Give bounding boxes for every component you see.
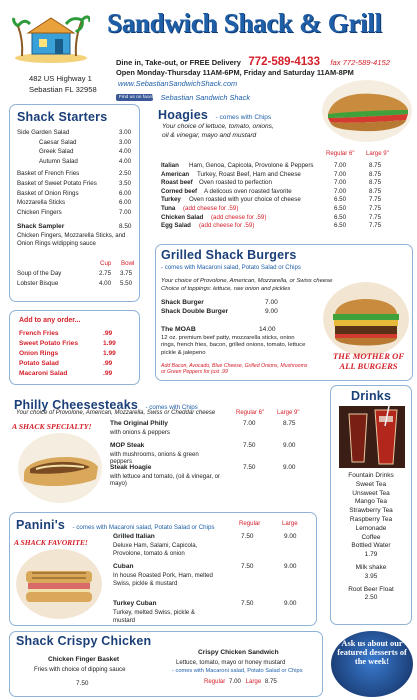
cheesesteak-desc: with onions & peppers xyxy=(110,429,170,436)
list-item xyxy=(161,214,411,222)
hours-line: Open Monday-Thursday 11AM-6PM, Friday and Saturday 11AM-8PM xyxy=(116,68,354,77)
moab-name: The MOAB xyxy=(161,326,196,333)
burger-name: Shack Burger xyxy=(161,299,204,306)
drink-name: Unsweet Tea xyxy=(352,489,390,497)
drink-name: Milk shake xyxy=(355,564,387,571)
hoagies-regular-label: Regular 6" xyxy=(326,150,355,157)
list-item xyxy=(161,308,316,316)
hoagies-title: Hoagies xyxy=(158,108,209,122)
panini-icon xyxy=(16,549,102,619)
basket-name: Chicken Finger Basket xyxy=(48,656,120,663)
hoagie-sandwich-icon xyxy=(322,80,412,142)
item-price: 3.50 xyxy=(119,180,132,187)
list-item xyxy=(113,563,313,591)
list-item xyxy=(19,330,129,338)
hoagies-subtitle: - comes with Chips xyxy=(215,114,272,121)
panini-name: Grilled Italian xyxy=(113,533,155,540)
item-price: 3.00 xyxy=(119,138,132,146)
burger-price: 9.00 xyxy=(265,308,278,315)
item-name: Side Garden Salad xyxy=(17,129,70,136)
list-item xyxy=(113,600,313,628)
cheesesteak-regular-price: 7.50 xyxy=(243,464,256,471)
list-item xyxy=(17,139,137,147)
hoagie-desc: Oven roasted to perfection xyxy=(199,179,272,187)
burger-price: 7.00 xyxy=(265,299,278,306)
sampler-price: 8.50 xyxy=(119,223,132,230)
hoagie-regular-price: 7.00 xyxy=(334,162,347,169)
burgers-addons-note: Add Bacon, Avocado, Blue Cheese, Grilled Onions, Mushrooms or Green Peppers for just .99 xyxy=(161,363,308,376)
panini-name: Cuban xyxy=(113,563,134,570)
burgers-desc-2: Choice of toppings: lettuce, raw onion and pickles xyxy=(161,286,291,292)
addons-title: Add to any order... xyxy=(19,317,81,324)
cheesesteak-name: The Original Philly xyxy=(110,420,168,427)
cheesesteaks-regular-label: Regular 6" xyxy=(236,410,265,416)
item-name: Chicken Fingers xyxy=(17,208,62,216)
addon-name: Onion Rings xyxy=(19,350,59,357)
service-text: Dine in, Take-out, or FREE Delivery xyxy=(116,58,241,67)
moab-desc: 12 oz. premium beef patty, mozzarella sticks, onion rings, french fries, bacon, grilled onions, tomato, lettuce pickle & jalepeno xyxy=(161,335,306,356)
address-line-1: 482 US Highway 1 xyxy=(29,74,92,83)
addons-section xyxy=(9,310,140,385)
burger-photo xyxy=(323,282,409,356)
drink-price: 2.50 xyxy=(364,594,378,602)
drink-price: 3.95 xyxy=(364,572,378,580)
list-item xyxy=(17,199,137,207)
basket-price: 7.50 xyxy=(76,680,89,687)
hoagie-name: Egg Salad xyxy=(161,222,191,230)
drink-name: Mango Tea xyxy=(354,498,388,506)
dessert-badge xyxy=(331,631,413,697)
drink-name: Sweet Tea xyxy=(355,480,387,488)
chicken-large-label: Large xyxy=(245,678,262,685)
item-name: Mozzarella Sticks xyxy=(17,199,66,207)
burger-icon xyxy=(323,282,409,356)
cheesesteak-icon xyxy=(18,433,102,503)
chicken-large-price: 8.75 xyxy=(264,678,277,685)
bowl-label: Bowl xyxy=(121,260,135,267)
addon-name: Potato Salad xyxy=(19,360,59,367)
hoagie-name: Corned beef xyxy=(161,187,198,195)
soup-cup-price: 2.75 xyxy=(99,270,112,277)
hoagie-regular-price: 6.50 xyxy=(334,213,347,221)
starters-list xyxy=(17,129,137,329)
cheesesteaks-title: Philly Cheesesteaks xyxy=(14,398,139,412)
hoagie-desc: Turkey, Roast Beef, Ham and Cheese xyxy=(197,170,301,178)
list-item xyxy=(110,464,310,488)
website-link[interactable]: www.SebastianSandwichShack.com xyxy=(118,79,238,88)
logo xyxy=(12,12,90,64)
panini-badge: A SHACK FAVORITE! xyxy=(14,538,88,547)
hoagie-large-price: 7.75 xyxy=(369,196,382,204)
list-item xyxy=(19,350,129,358)
panini-regular-price: 7.50 xyxy=(241,533,254,540)
list-item xyxy=(19,340,129,348)
address-line-2: Sebastian FL 32958 xyxy=(29,85,97,94)
list-item xyxy=(17,280,137,288)
cheesesteak-large-price: 8.75 xyxy=(283,420,296,427)
chicken-section xyxy=(9,631,323,697)
hoagie-name: Italian xyxy=(161,162,179,169)
sampler-desc: Chicken Fingers, Mozzarella Sticks, and Onion Rings w/dipping sauce xyxy=(17,232,126,247)
hoagie-large-price: 8.75 xyxy=(369,170,382,178)
soup-bowl-price: 5.50 xyxy=(120,280,133,287)
list-item xyxy=(17,158,137,166)
fax-number: fax 772-589-4152 xyxy=(330,58,390,67)
hoagie-name: Roast beef xyxy=(161,179,193,187)
hoagie-desc: (add cheese for .59) xyxy=(199,222,255,230)
hoagie-photo xyxy=(322,80,412,142)
list-item xyxy=(17,270,137,278)
cup-label: Cup xyxy=(100,260,112,267)
hoagie-name: Chicken Salad xyxy=(161,213,204,221)
list-item xyxy=(161,299,316,307)
moab-badge: THE MOTHER OF ALL BURGERS xyxy=(332,351,405,371)
hoagie-regular-price: 6.50 xyxy=(334,205,347,212)
drink-price: 1.79 xyxy=(364,551,378,559)
chicken-regular-label: Regular xyxy=(204,678,226,685)
hoagie-regular-price: 6.50 xyxy=(334,196,347,204)
list-item xyxy=(161,222,411,230)
list-item xyxy=(110,442,310,466)
drinks-photo xyxy=(339,406,405,468)
hoagie-desc: Ham, Genoa, Capicola, Provolone & Peppers xyxy=(189,162,314,169)
hoagie-desc: Oven roasted with your choice of cheese xyxy=(189,196,301,204)
moab-price: 14.00 xyxy=(259,326,276,333)
facebook-name[interactable]: Sebastian Sandwich Shack xyxy=(160,93,251,103)
panini-desc: In house Roasted Pork, Ham, melted Swiss, pickle & mustard xyxy=(113,572,213,587)
item-price: 2.50 xyxy=(119,170,132,178)
panini-regular-price: 7.50 xyxy=(241,563,254,570)
hoagie-large-price: 8.75 xyxy=(369,162,382,169)
addon-name: Macaroni Salad xyxy=(19,370,68,377)
hoagies-large-label: Large 9" xyxy=(366,150,389,157)
panini-regular-price: 7.50 xyxy=(241,600,254,607)
starters-section xyxy=(9,104,140,302)
addon-price: .99 xyxy=(103,330,113,337)
hoagie-name: American xyxy=(161,170,190,178)
hoagie-large-price: 7.75 xyxy=(369,213,382,221)
hoagie-regular-price: 6.50 xyxy=(334,222,347,230)
cheesesteaks-large-label: Large 9" xyxy=(277,410,300,416)
panini-desc: Deluxe Ham, Salami, Capicola, Provolone, tomato & onion xyxy=(113,542,198,557)
soup-name: Soup of the Day xyxy=(17,270,62,277)
soup-cup-price: 4.00 xyxy=(99,280,112,287)
list-item xyxy=(161,205,411,213)
hoagie-regular-price: 7.00 xyxy=(334,179,347,187)
addon-price: 1.99 xyxy=(103,340,116,347)
item-name: Basket of Onion Rings xyxy=(17,189,79,197)
list-item xyxy=(17,209,137,217)
addon-name: Sweet Potato Fries xyxy=(19,340,78,347)
paninis-regular-label: Regular xyxy=(239,520,261,527)
panini-large-price: 9.00 xyxy=(284,563,297,570)
item-name: Basket of French Fries xyxy=(17,170,80,178)
cheesesteak-name: MOP Steak xyxy=(110,442,145,449)
chicken-title: Shack Crispy Chicken xyxy=(16,634,152,648)
list-item xyxy=(17,129,137,137)
drink-name: Root Beer Float xyxy=(348,585,394,593)
cheesesteaks-subtitle: - comes with Chips xyxy=(145,404,198,411)
drink-name: Bottled Water xyxy=(351,542,391,550)
hoagie-large-price: 8.75 xyxy=(369,187,382,195)
cheesesteak-desc: with mushrooms, onions & green peppers xyxy=(110,451,199,466)
item-price: 6.00 xyxy=(119,199,132,207)
hoagie-large-price: 8.75 xyxy=(369,179,382,187)
panini-large-price: 9.00 xyxy=(284,600,297,607)
soup-bowl-price: 3.75 xyxy=(120,270,133,277)
hoagie-desc: (add cheese for .59) xyxy=(211,213,267,221)
list-item xyxy=(161,179,411,187)
facebook-icon[interactable]: Find us on facebook xyxy=(116,94,153,101)
list-item xyxy=(113,533,313,561)
shack-logo-icon xyxy=(12,12,90,64)
hoagie-desc: A delicous oven roasted favorite xyxy=(204,187,292,195)
drinks-section xyxy=(330,385,412,625)
cheesesteak-photo xyxy=(18,433,102,503)
cheesesteak-desc: with lettuce and tomato, (oil & vinegar, or mayo) xyxy=(110,473,221,488)
page-title: Sandwich Shack & Grill xyxy=(107,8,382,38)
list-item xyxy=(17,148,137,156)
paninis-subtitle: - comes with Macaroni salad, Potato Salad or Chips xyxy=(72,524,215,531)
panini-large-price: 9.00 xyxy=(284,533,297,540)
list-item xyxy=(19,370,129,378)
burgers-desc-1: Your choice of Provolone, American, Mozzarella, or Swiss cheese xyxy=(161,278,333,284)
phone-number[interactable]: 772-589-4133 xyxy=(248,56,320,68)
list-item xyxy=(161,196,411,204)
list-item xyxy=(161,171,411,179)
chicken-regular-price: 7.00 xyxy=(229,678,241,685)
cheesesteak-large-price: 9.00 xyxy=(283,464,296,471)
list-item xyxy=(161,188,411,196)
cheesesteak-name: Steak Hoagie xyxy=(110,464,152,471)
panini-photo xyxy=(16,549,102,619)
soup-name: Lobster Bisque xyxy=(17,280,59,287)
paninis-title: Panini's xyxy=(16,518,66,532)
item-price: 7.00 xyxy=(119,208,132,216)
burgers-title: Grilled Shack Burgers xyxy=(161,248,297,262)
hoagies-desc-1: Your choice of lettuce, tomato, onions, xyxy=(162,123,274,130)
drink-name: Coffee xyxy=(361,533,381,541)
item-name: Autumn Salad xyxy=(39,157,78,165)
chicken-sandwich-name: Crispy Chicken Sandwich xyxy=(198,649,279,656)
list-item xyxy=(161,162,411,170)
list-item xyxy=(17,170,137,178)
cheesesteak-regular-price: 7.50 xyxy=(243,442,256,449)
starters-title: Shack Starters xyxy=(17,110,108,124)
drinks-title: Drinks xyxy=(351,389,392,403)
dessert-badge-text: Ask us about our featured desserts of the week! xyxy=(337,639,407,667)
list-item xyxy=(19,360,129,368)
drink-name: Raspberry Tea xyxy=(349,516,393,523)
hoagie-regular-price: 7.00 xyxy=(334,187,347,195)
item-name: Greek Salad xyxy=(39,148,74,156)
paninis-large-label: Large xyxy=(282,520,298,527)
cheesesteak-large-price: 9.00 xyxy=(283,442,296,449)
addon-name: French Fries xyxy=(19,330,59,337)
basket-desc: Fries with choice of dipping sauce xyxy=(34,666,126,673)
panini-name: Turkey Cuban xyxy=(113,600,157,607)
drink-name: Fountain Drinks xyxy=(348,472,394,479)
item-name: Basket of Sweet Potato Fries xyxy=(17,180,97,187)
item-price: 6.00 xyxy=(119,189,132,197)
chicken-sandwich-desc-1: Lettuce, tomato, mayo or honey mustard xyxy=(176,659,286,666)
panini-desc: Turkey, melted Swiss, pickle & mustard xyxy=(113,609,195,624)
drink-name: Lemonade xyxy=(355,524,387,532)
burgers-subtitle: - comes with Macaroni salad, Potato Salad or Chips xyxy=(161,264,301,271)
cheesesteak-regular-price: 7.00 xyxy=(243,420,256,427)
hoagies-desc-2: oil & vinegar, mayo and mustard xyxy=(162,132,257,139)
cheesesteak-badge: A SHACK SPECIALTY! xyxy=(12,422,92,431)
hoagie-large-price: 7.75 xyxy=(369,222,382,230)
list-item xyxy=(17,180,137,188)
addon-price: 1.99 xyxy=(103,350,116,357)
cheesesteaks-desc: Your choice of Provolone, American, Mozzarella, Swiss or Cheddar cheese xyxy=(16,410,216,416)
list-item xyxy=(110,420,310,440)
burger-name: Shack Double Burger xyxy=(161,308,229,315)
drinks-glass-icon xyxy=(339,406,405,468)
hoagie-large-price: 7.75 xyxy=(369,205,382,212)
sampler-name: Shack Sampler xyxy=(17,223,65,230)
item-name: Caesar Salad xyxy=(39,138,77,146)
item-price: 4.00 xyxy=(119,157,132,165)
addon-price: .99 xyxy=(103,360,113,367)
hoagie-name: Turkey xyxy=(161,196,181,204)
addon-price: .99 xyxy=(103,370,113,377)
list-item xyxy=(17,190,137,198)
item-price: 4.00 xyxy=(119,148,132,156)
drink-name: Strawberry Tea xyxy=(349,507,393,515)
hoagie-desc: (add cheese for .59) xyxy=(183,205,239,212)
hoagie-name: Tuna xyxy=(161,205,176,212)
hoagie-regular-price: 7.00 xyxy=(334,170,347,178)
item-price: 3.00 xyxy=(119,129,132,136)
chicken-sandwich-desc-2: - comes with Macaroni salad, Potato Salad or Chips xyxy=(172,668,303,674)
